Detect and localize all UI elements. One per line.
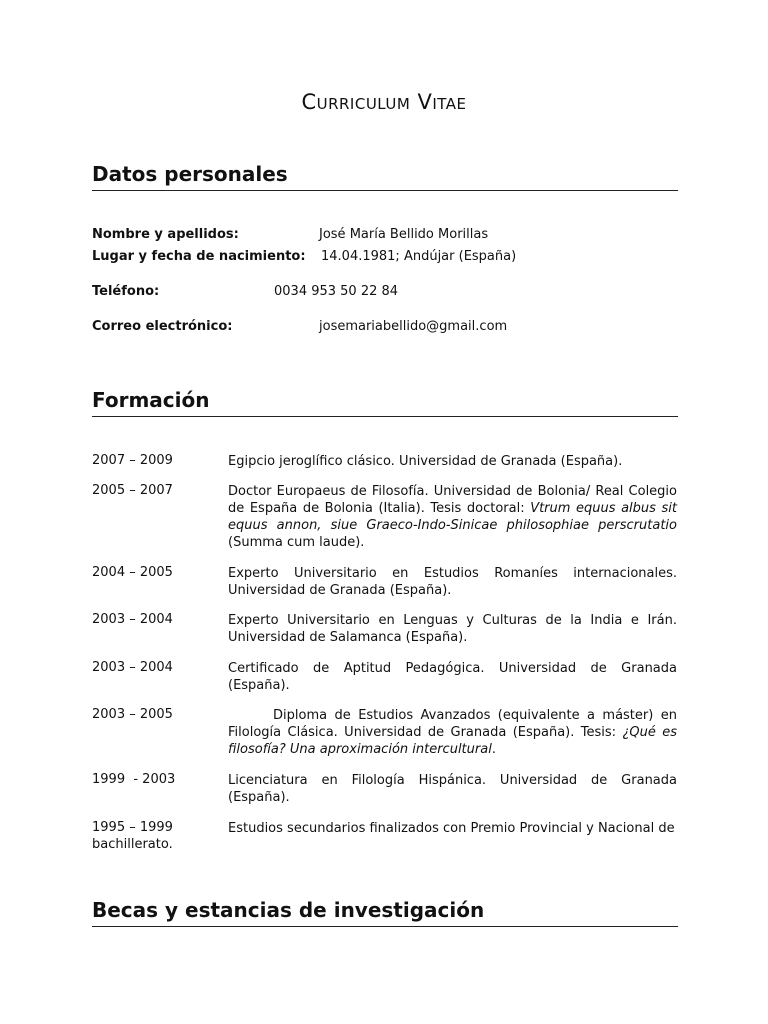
education-date: 2004 – 2005 (92, 565, 173, 580)
education-desc (228, 483, 677, 551)
thesis-title: ¿Qué es filosofía? Una aproximación intercultural (228, 725, 677, 757)
education-date: 2005 – 2007 (92, 483, 173, 498)
section-heading-education: Formación (92, 388, 678, 417)
education-date: 2003 – 2004 (92, 660, 173, 675)
section-heading-personal: Datos personales (92, 162, 678, 191)
education-desc-text: . (491, 742, 496, 757)
name-value: José María Bellido Morillas (319, 227, 489, 242)
birth-value: 14.04.1981; Andújar (España) (321, 249, 517, 264)
education-desc: Egipcio jeroglífico clásico. Universidad de Granada (España). (228, 454, 623, 469)
birth-label: Lugar y fecha de nacimiento: (92, 249, 306, 264)
education-desc: Estudios secundarios finalizados con Premio Provincial y Nacional de (228, 821, 675, 836)
section-heading-grants: Becas y estancias de investigación (92, 898, 678, 927)
name-label: Nombre y apellidos: (92, 227, 239, 242)
education-desc-continuation: bachillerato. (92, 837, 173, 852)
education-desc-text: Doctor Europaeus de Filosofía. Universidad de Bolonia/ Real Colegio de España de Bolonia (Italia). Tesis doctoral: (228, 484, 677, 516)
email-label: Correo electrónico: (92, 319, 233, 334)
education-desc: Certificado de Aptitud Pedagógica. Universidad de Granada (España). (228, 661, 677, 693)
phone-value: 0034 953 50 22 84 (274, 284, 399, 299)
education-date: 1995 – 1999 (92, 820, 173, 835)
thesis-title: Vtrum equus albus sit equus annon, siue Graeco-Indo-Sinicae philosophiae perscrutatio (228, 501, 677, 533)
education-date: 2007 – 2009 (92, 453, 173, 468)
education-desc: Experto Universitario en Estudios Romaníes internacionales. Universidad de Granada (España). (228, 566, 677, 598)
document-title: Curriculum Vitae (301, 90, 467, 114)
education-desc-text: (Summa cum laude). (228, 535, 365, 550)
email-value: josemariabellido@gmail.com (319, 319, 508, 334)
education-date: 1999 - 2003 (92, 772, 176, 787)
education-date: 2003 – 2004 (92, 612, 173, 627)
phone-label: Teléfono: (92, 284, 160, 299)
education-desc: Experto Universitario en Lenguas y Culturas de la India e Irán. Universidad de Salamanca (España). (228, 613, 677, 645)
education-desc (228, 707, 677, 758)
education-date: 2003 – 2005 (92, 707, 173, 722)
education-desc: Licenciatura en Filología Hispánica. Universidad de Granada (España). (228, 773, 677, 805)
education-desc-text: Diploma de Estudios Avanzados (equivalente a máster) en Filología Clásica. Universidad de Granada (España). Tesis: (228, 708, 677, 740)
